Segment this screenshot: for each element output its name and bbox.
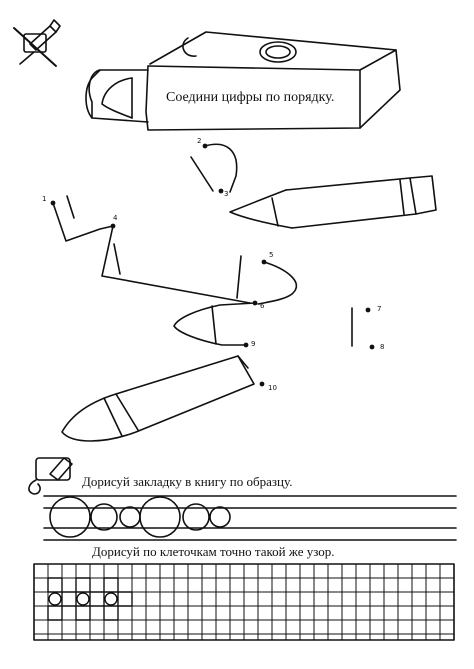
- dot-9: [244, 343, 249, 348]
- dot-10: [260, 382, 265, 387]
- dot-label-2: 2: [197, 137, 202, 145]
- dot-label-3: 3: [224, 190, 229, 198]
- grid-motif: [48, 578, 132, 620]
- dots: [51, 144, 375, 387]
- dot-6: [253, 301, 258, 306]
- task3-instruction: Дорисуй по клеточкам точно такой же узор.: [92, 544, 335, 559]
- bookmark-pattern: [44, 496, 456, 540]
- dot-label-6: 6: [260, 302, 265, 310]
- grid-pattern: [34, 564, 454, 640]
- dot-label-8: 8: [380, 343, 385, 351]
- dot-7: [366, 308, 371, 313]
- crayon-box: [86, 32, 400, 130]
- dot-label-1: 1: [42, 195, 47, 203]
- dot-label-7: 7: [377, 305, 382, 313]
- pencil-crossed-icon: [14, 20, 60, 66]
- dot-5: [262, 260, 267, 265]
- dot-lines: [53, 144, 352, 346]
- dot-label-5: 5: [269, 251, 274, 259]
- crayon-bottom: [62, 356, 254, 441]
- dot-3: [219, 189, 224, 194]
- task1-instruction: Соедини цифры по порядку.: [166, 90, 335, 105]
- dot-8: [370, 345, 375, 350]
- dot-label-9: 9: [251, 340, 256, 348]
- dot-1: [51, 201, 56, 206]
- dot-label-4: 4: [113, 214, 118, 222]
- pencil-note-icon: [29, 458, 72, 494]
- dot-2: [203, 144, 208, 149]
- task2-instruction: Дорисуй закладку в книгу по образцу.: [82, 474, 293, 489]
- crayon-right: [230, 176, 436, 228]
- crayon-partial: [174, 303, 255, 345]
- dot-label-10: 10: [268, 384, 277, 392]
- dot-4: [111, 224, 116, 229]
